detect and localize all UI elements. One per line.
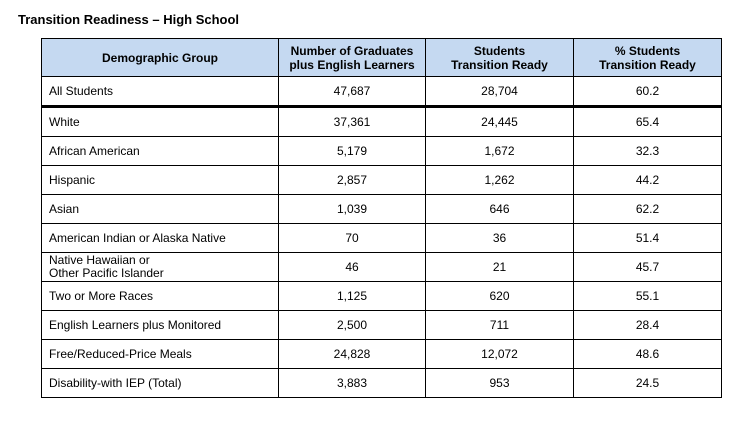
graduates-cell: 2,500 [279, 311, 426, 340]
table-header [42, 39, 722, 77]
demographic-group-cell [42, 195, 279, 224]
header-line: Demographic Group [101, 50, 218, 65]
percent-ready-cell: 65.4 [574, 107, 722, 137]
header-line: Students [473, 43, 526, 58]
table-row [42, 369, 722, 398]
graduates-cell: 5,179 [279, 137, 426, 166]
table-body [42, 77, 722, 398]
graduates-cell: 2,857 [279, 166, 426, 195]
table-row [42, 340, 722, 369]
transition-ready-cell: 1,672 [426, 137, 574, 166]
graduates-cell: 70 [279, 224, 426, 253]
percent-ready-cell: 62.2 [574, 195, 722, 224]
transition-ready-cell: 953 [426, 369, 574, 398]
transition-ready-cell: 36 [426, 224, 574, 253]
demographic-group-cell [42, 369, 279, 398]
group-label: American Indian or Alaska Native [49, 230, 226, 245]
header-demographic-group [42, 39, 279, 77]
percent-ready-cell: 32.3 [574, 137, 722, 166]
percent-ready-cell: 55.1 [574, 282, 722, 311]
transition-ready-cell: 711 [426, 311, 574, 340]
transition-ready-cell: 24,445 [426, 107, 574, 137]
header-students-transition-ready [426, 39, 574, 77]
header-percent-transition-ready [574, 39, 722, 77]
transition-readiness-table [41, 38, 722, 398]
transition-ready-cell: 620 [426, 282, 574, 311]
group-label: Two or More Races [49, 288, 154, 303]
page-title: Transition Readiness – High School [18, 12, 240, 27]
table-row [42, 224, 722, 253]
group-label: English Learners plus Monitored [49, 317, 222, 332]
group-label: Free/Reduced-Price Meals [49, 346, 192, 361]
demographic-group-cell [42, 77, 279, 107]
transition-ready-cell: 1,262 [426, 166, 574, 195]
demographic-group-cell [42, 166, 279, 195]
graduates-cell: 47,687 [279, 77, 426, 107]
graduates-cell: 46 [279, 253, 426, 282]
percent-ready-cell: 51.4 [574, 224, 722, 253]
group-label: Hispanic [49, 172, 96, 187]
group-label-line: Other Pacific Islander [49, 266, 164, 280]
table-row [42, 282, 722, 311]
header-line: Transition Ready [599, 57, 696, 72]
percent-ready-cell: 48.6 [574, 340, 722, 369]
transition-ready-cell: 28,704 [426, 77, 574, 107]
header-line: Number of Graduates [290, 43, 414, 58]
percent-ready-cell: 44.2 [574, 166, 722, 195]
group-label: All Students [49, 83, 114, 98]
header-number-of-graduates [279, 39, 426, 77]
transition-ready-cell: 12,072 [426, 340, 574, 369]
demographic-group-cell [42, 340, 279, 369]
percent-ready-cell: 24.5 [574, 369, 722, 398]
graduates-cell: 1,125 [279, 282, 426, 311]
graduates-cell: 24,828 [279, 340, 426, 369]
graduates-cell: 1,039 [279, 195, 426, 224]
demographic-group-cell [42, 253, 279, 282]
demographic-group-cell [42, 107, 279, 137]
demographic-group-cell [42, 282, 279, 311]
group-label-line: Native Hawaiian or [49, 253, 150, 267]
header-line: plus English Learners [289, 57, 415, 72]
header-line: Transition Ready [451, 57, 548, 72]
group-label: African American [49, 143, 140, 158]
percent-ready-cell: 60.2 [574, 77, 722, 107]
transition-ready-cell: 646 [426, 195, 574, 224]
table-row [42, 137, 722, 166]
group-label: Asian [49, 201, 80, 216]
table-row [42, 166, 722, 195]
table-row [42, 253, 722, 282]
graduates-cell: 37,361 [279, 107, 426, 137]
table-row [42, 311, 722, 340]
demographic-group-cell [42, 137, 279, 166]
demographic-group-cell [42, 311, 279, 340]
table-row [42, 77, 722, 107]
table-row [42, 107, 722, 137]
percent-ready-cell: 28.4 [574, 311, 722, 340]
demographic-group-cell [42, 224, 279, 253]
group-label: Disability-with IEP (Total) [49, 375, 182, 390]
group-label: White [49, 114, 80, 129]
graduates-cell: 3,883 [279, 369, 426, 398]
percent-ready-cell: 45.7 [574, 253, 722, 282]
table-row [42, 195, 722, 224]
transition-ready-cell: 21 [426, 253, 574, 282]
header-line: % Students [614, 43, 681, 58]
header-row [42, 39, 722, 77]
